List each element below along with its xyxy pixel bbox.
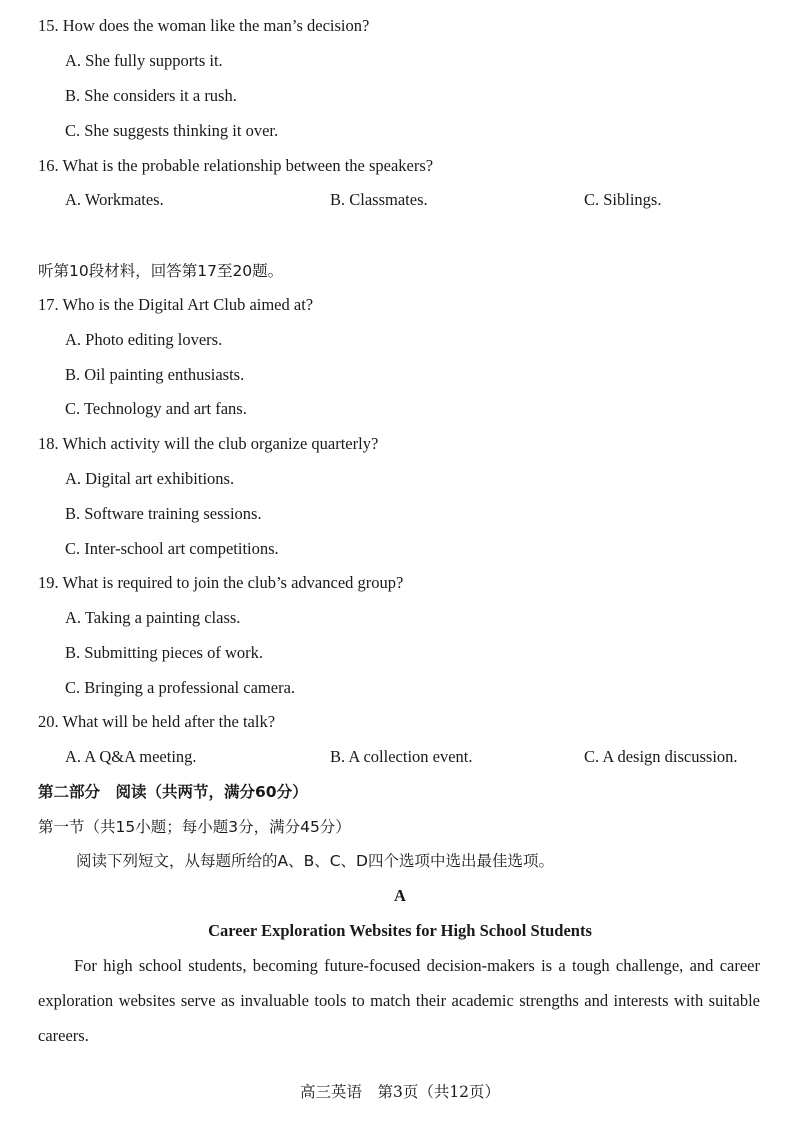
passage-paragraph: For high school students, becoming future-focused decision-makers is a tough challenge, and career exploration websites serve as invaluable tools to match their academic strengths and interests with suitable careers. bbox=[38, 956, 760, 1045]
question-15-stem: 15. How does the woman like the man’s decision? bbox=[38, 16, 370, 35]
question-16-stem: 16. What is the probable relationship between the speakers? bbox=[38, 156, 434, 175]
question-20-stem: 20. What will be held after the talk? bbox=[38, 712, 276, 731]
page-footer: 高三英语 第3页（共12页） bbox=[299, 1083, 501, 1101]
passage-title: Career Exploration Websites for High School Students bbox=[208, 921, 592, 940]
question-20-option-c: C. A design discussion. bbox=[584, 747, 738, 766]
question-17-option-c: C. Technology and art fans. bbox=[65, 399, 247, 418]
question-17-stem: 17. Who is the Digital Art Club aimed at? bbox=[38, 295, 314, 314]
question-18-option-c: C. Inter-school art competitions. bbox=[65, 539, 279, 558]
question-17-option-b: B. Oil painting enthusiasts. bbox=[65, 365, 245, 384]
question-15-option-a: A. She fully supports it. bbox=[65, 51, 223, 70]
question-15-option-b: B. She considers it a rush. bbox=[65, 86, 237, 105]
section-10-instruction: 听第10段材料，回答第17至20题。 bbox=[38, 262, 284, 280]
question-18-option-b: B. Software training sessions. bbox=[65, 504, 262, 523]
question-18-stem: 18. Which activity will the club organize quarterly? bbox=[38, 434, 379, 453]
question-15-option-c: C. She suggests thinking it over. bbox=[65, 121, 279, 140]
question-16-option-a: A. Workmates. bbox=[65, 190, 164, 209]
reading-instruction: 阅读下列短文，从每题所给的A、B、C、D四个选项中选出最佳选项。 bbox=[76, 852, 554, 870]
part-2-heading: 第二部分 阅读（共两节，满分60分） bbox=[38, 783, 308, 801]
question-17-option-a: A. Photo editing lovers. bbox=[65, 330, 223, 349]
question-16-option-c: C. Siblings. bbox=[584, 190, 662, 209]
question-20-option-a: A. A Q&A meeting. bbox=[65, 747, 197, 766]
question-19-option-c: C. Bringing a professional camera. bbox=[65, 678, 296, 697]
question-19-option-b: B. Submitting pieces of work. bbox=[65, 643, 263, 662]
question-16-option-b: B. Classmates. bbox=[330, 190, 428, 209]
question-19-option-a: A. Taking a painting class. bbox=[65, 608, 241, 627]
passage-letter: A bbox=[394, 886, 406, 905]
question-19-stem: 19. What is required to join the club’s advanced group? bbox=[38, 573, 404, 592]
section-1-heading: 第一节（共15小题；每小题3分，满分45分） bbox=[38, 818, 351, 836]
question-20-option-b: B. A collection event. bbox=[330, 747, 473, 766]
question-18-option-a: A. Digital art exhibitions. bbox=[65, 469, 235, 488]
